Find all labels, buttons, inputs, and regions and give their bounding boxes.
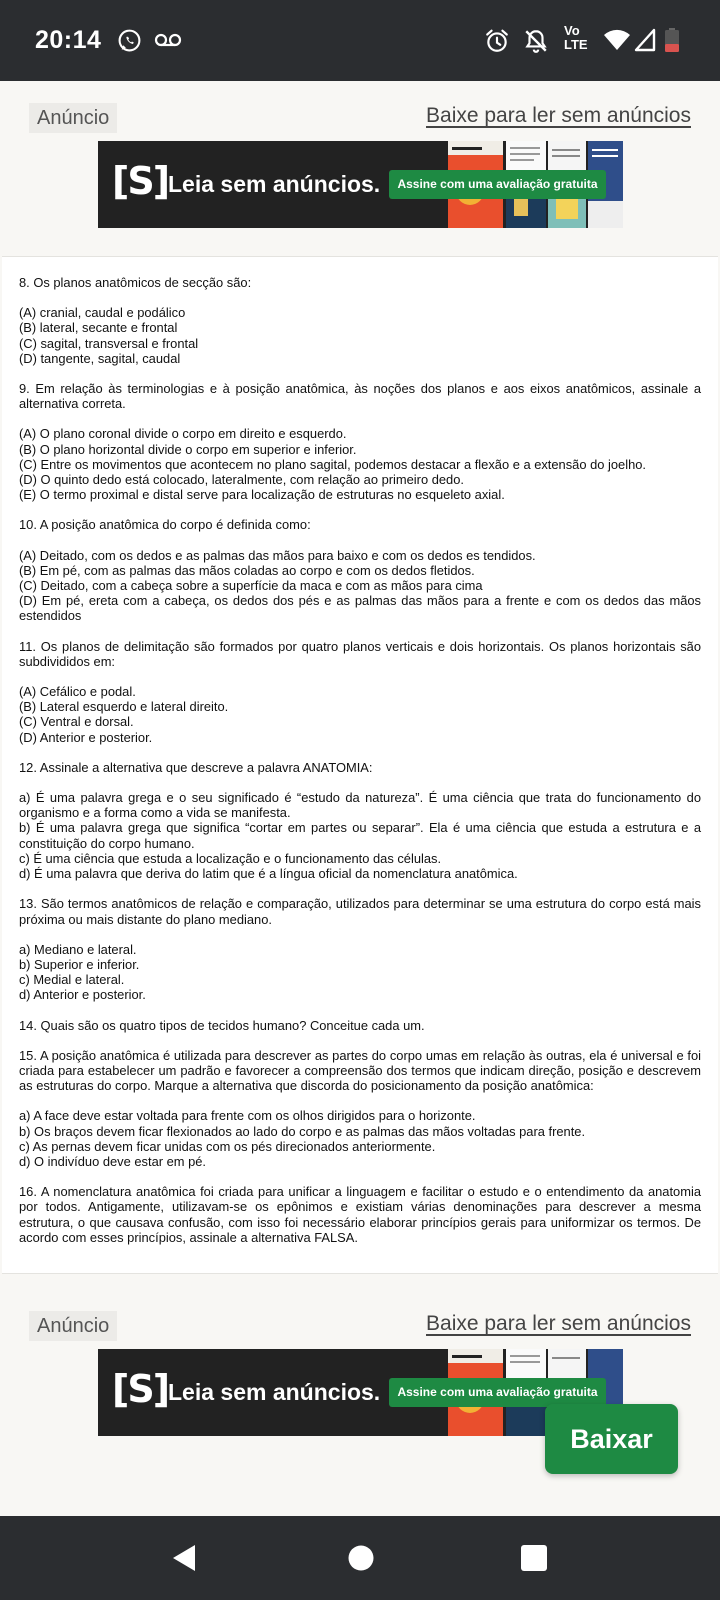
option: (A) Deitado, com os dedos e as palmas das mãos para baixo e com os dedos es tendidos. xyxy=(19,547,536,563)
ad-cta-button[interactable]: Assine com uma avaliação gratuita xyxy=(389,1378,606,1407)
question-options xyxy=(19,684,701,745)
option: b) Os braços devem ficar flexionados ao lado do corpo e as palmas das mãos voltadas para frente. xyxy=(19,1123,586,1139)
question-text: 11. Os planos de delimitação são formados por quatro planos verticais e dois horizontais. Os planos horizontais são subdivididos em: xyxy=(19,638,701,669)
question-options xyxy=(19,942,701,1003)
bottom-ad-section xyxy=(0,1275,720,1516)
question-13 xyxy=(19,896,701,1002)
option: (B) O plano horizontal divide o corpo em superior e inferior. xyxy=(19,441,357,457)
option: (C) sagital, transversal e frontal xyxy=(19,335,199,351)
option: (D) Anterior e posterior. xyxy=(19,729,153,745)
option: c) Medial e lateral. xyxy=(19,972,125,988)
option: (B) Lateral esquerdo e lateral direito. xyxy=(19,699,229,715)
remove-ads-link[interactable]: Baixe para ler sem anúncios xyxy=(426,104,691,127)
ad-banner-text: Leia sem anúncios. xyxy=(168,171,381,197)
wifi-icon xyxy=(603,28,631,52)
download-button[interactable]: Baixar xyxy=(545,1404,678,1474)
question-text: 15. A posição anatômica é utilizada para descrever as partes do corpo umas em relação às outras, ela é universal e foi criada para estabelecer um padrão e favorecer a compreensão dos termos que indicam direção, posição e descrevem as estruturas do corpo. Marque a alternativa que discorda do posicionamento da posição anatômica: xyxy=(19,1047,701,1094)
option: a) É uma palavra grega e o seu significado é “estudo da natureza”. É uma ciência que trata do funcionamento do organismo e a forma como a vida se manifesta. xyxy=(19,790,701,821)
question-14 xyxy=(19,1018,701,1033)
ad-banner[interactable] xyxy=(98,141,623,228)
scribd-logo: [S] xyxy=(112,159,169,203)
option: (D) Em pé, ereta com a cabeça, os dedos dos pés e as palmas das mãos para a frente e com os dedos das mãos estendidos xyxy=(19,593,701,624)
question-9 xyxy=(19,381,701,502)
option: (B) Em pé, com as palmas das mãos coladas ao corpo e com os dedos fletidos. xyxy=(19,562,475,578)
whatsapp-icon xyxy=(117,28,142,53)
question-11 xyxy=(19,639,701,745)
back-icon[interactable] xyxy=(170,1543,200,1573)
question-text: 14. Quais são os quatro tipos de tecidos humano? Conceitue cada um. xyxy=(19,1017,425,1033)
document-page xyxy=(2,256,718,1274)
volte-label-top: Vo xyxy=(564,23,580,38)
option: (B) lateral, secante e frontal xyxy=(19,320,178,336)
option: a) Mediano e lateral. xyxy=(19,941,137,957)
alarm-icon xyxy=(484,28,510,54)
option: (A) cranial, caudal e podálico xyxy=(19,305,186,321)
question-options xyxy=(19,790,701,881)
status-time: 20:14 xyxy=(35,26,102,54)
option: (C) Entre os movimentos que acontecem no plano sagital, podemos destacar a flexão e a extensão do joelho. xyxy=(19,456,646,472)
question-16 xyxy=(19,1184,701,1245)
question-10 xyxy=(19,517,701,623)
option: (E) O termo proximal e distal serve para localização de estruturas no esqueleto axial. xyxy=(19,487,505,503)
volte-icon xyxy=(564,24,594,52)
navigation-bar xyxy=(0,1516,720,1600)
question-text: 9. Em relação às terminologias e à posição anatômica, às noções dos planos e aos eixos anatômicos, assinale a alternativa correta. xyxy=(19,381,701,412)
option: c) É uma ciência que estuda a localização e o funcionamento das células. xyxy=(19,850,442,866)
option: d) Anterior e posterior. xyxy=(19,987,146,1003)
battery-icon xyxy=(665,28,679,52)
question-text: 10. A posição anatômica do corpo é definida como: xyxy=(19,517,311,533)
question-8 xyxy=(19,275,701,366)
option: (A) O plano coronal divide o corpo em direito e esquerdo. xyxy=(19,426,347,442)
option: b) Superior e inferior. xyxy=(19,956,140,972)
option: (C) Ventral e dorsal. xyxy=(19,714,134,730)
question-options xyxy=(19,426,701,502)
option: a) A face deve estar voltada para frente com os olhos dirigidos para o horizonte. xyxy=(19,1108,476,1124)
option: b) É uma palavra grega que significa “cortar em partes ou separar”. Ela é uma ciência que estuda a estrutura e a constituição do corpo humano. xyxy=(19,820,701,851)
option: d) É uma palavra que deriva do latim que é a língua oficial da nomenclatura anatômica. xyxy=(19,866,518,882)
top-ad-section xyxy=(0,81,720,256)
option: (D) O quinto dedo está colocado, lateralmente, com relação ao primeiro dedo. xyxy=(19,472,464,488)
question-options xyxy=(19,1108,701,1169)
volte-label-bottom: LTE xyxy=(564,37,588,52)
scribd-logo: [S] xyxy=(112,1367,169,1411)
question-options xyxy=(19,548,701,624)
voicemail-icon xyxy=(154,32,182,48)
question-12 xyxy=(19,760,701,881)
remove-ads-link[interactable]: Baixe para ler sem anúncios xyxy=(426,1312,691,1335)
question-options xyxy=(19,305,701,366)
option: (D) tangente, sagital, caudal xyxy=(19,350,181,366)
question-text: 16. A nomenclatura anatômica foi criada para unificar a linguagem e facilitar o estudo e o entendimento da anatomia por todos. Antigamente, utilizavam-se os epônimos e existiam várias denominações para descrever a mesma estrutura, o que causava confusão, com isso foi necessário elaborar princípios gerais para uniformizar os termos. De acordo com esses princípios, assinale a alternativa FALSA. xyxy=(19,1184,701,1245)
home-icon[interactable] xyxy=(346,1543,376,1573)
ad-label: Anúncio xyxy=(29,103,117,133)
option: c) As pernas devem ficar unidas com os pés direcionados anteriormente. xyxy=(19,1138,436,1154)
signal-icon xyxy=(634,28,656,52)
recents-icon[interactable] xyxy=(519,1543,549,1573)
notifications-off-icon xyxy=(523,28,549,54)
question-text: 13. São termos anatômicos de relação e comparação, utilizados para determinar se uma estrutura do corpo está mais próxima ou mais distante do plano mediano. xyxy=(19,896,701,927)
ad-label: Anúncio xyxy=(29,1311,117,1341)
option: (A) Cefálico e podal. xyxy=(19,684,136,700)
status-bar xyxy=(0,0,720,81)
option: (C) Deitado, com a cabeça sobre a superfície da maca e com as mãos para cima xyxy=(19,578,483,594)
ad-cta-button[interactable]: Assine com uma avaliação gratuita xyxy=(389,170,606,199)
ad-banner-text: Leia sem anúncios. xyxy=(168,1379,381,1405)
question-15 xyxy=(19,1048,701,1169)
option: d) O indivíduo deve estar em pé. xyxy=(19,1153,207,1169)
question-text: 8. Os planos anatômicos de secção são: xyxy=(19,275,252,290)
question-text: 12. Assinale a alternativa que descreve a palavra ANATOMIA: xyxy=(19,759,373,775)
